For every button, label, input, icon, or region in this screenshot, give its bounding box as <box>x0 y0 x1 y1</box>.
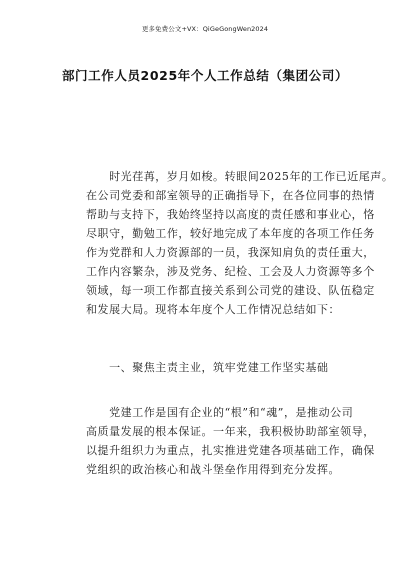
section-heading <box>86 358 330 377</box>
paragraph-line: 领域，每一项工作都直接关系到公司党的建设、队伍稳定 <box>86 284 375 297</box>
paragraph-line: 以提升组织力为重点，扎实推进党建各项基础工作，确保 <box>86 444 375 457</box>
section-heading-text: 一、聚焦主责主业，筑牢党建工作坚实基础 <box>86 361 329 374</box>
paragraph-line: 作为党群和人力资源部的一员，我深知肩负的责任重大， <box>86 246 375 259</box>
paragraph-line: 帮助与支持下，我始终坚持以高度的责任感和事业心，恪 <box>86 208 375 221</box>
paragraph-line: 时光荏苒，岁月如梭。转眼间2025年的工作已近尾声。 <box>86 170 394 183</box>
paragraph-line: 党组织的政治核心和战斗堡垒作用得到充分发挥。 <box>86 463 341 476</box>
intro-paragraph <box>86 167 394 319</box>
header-note: 更多免费公文+VX：QiGeGongWen2024 <box>141 25 269 33</box>
paragraph-line: 高质量发展的根本保证。一年来，我积极协助部室领导， <box>86 425 375 438</box>
paragraph-line: 和发展大局。现将本年度个人工作情况总结如下： <box>86 303 341 316</box>
paragraph-line: 尽职守，勤勉工作，较好地完成了本年度的各项工作任务 <box>86 227 375 240</box>
section-paragraph <box>86 403 375 479</box>
paragraph-line: 工作内容繁杂，涉及党务、纪检、工会及人力资源等多个 <box>86 265 375 278</box>
paragraph-line: 党建工作是国有企业的“根”和“魂”，是推动公司 <box>86 406 354 419</box>
paragraph-line: 在公司党委和部室领导的正确指导下，在各位同事的热情 <box>86 189 375 202</box>
document-title: 部门工作人员2025年个人工作总结（集团公司） <box>61 68 349 83</box>
